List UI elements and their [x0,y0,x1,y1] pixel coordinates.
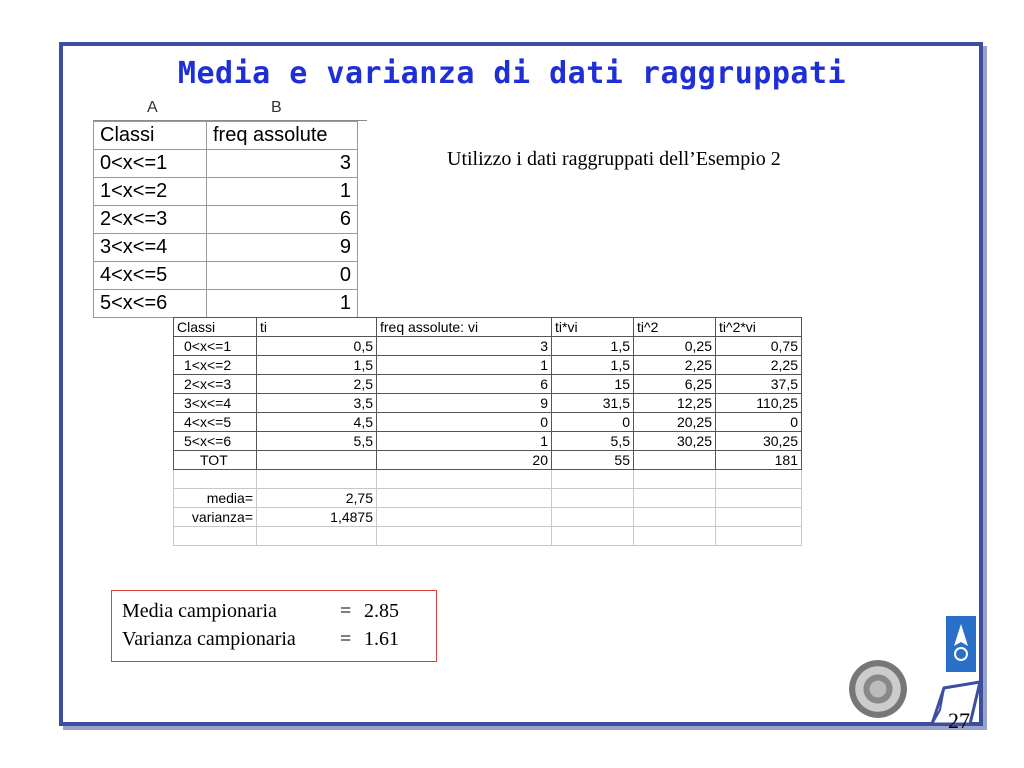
class-cell: 2<x<=3 [94,206,207,234]
table-row [94,206,358,234]
class-cell: 2<x<=3 [174,375,257,394]
varianza-row [174,508,802,527]
class-cell: 5<x<=6 [174,432,257,451]
varianza-value: 1,4875 [257,508,377,527]
varianza-label: varianza= [174,508,257,527]
header-cell: ti^2 [634,318,716,337]
table-row [174,394,802,413]
header-cell: ti [257,318,377,337]
results-box [111,590,437,662]
freq-cell: 0 [207,262,358,290]
value-cell: 31,5 [552,394,634,413]
freq-cell: 1 [207,290,358,318]
value-cell: 37,5 [716,375,802,394]
value-cell [634,451,716,470]
value-cell: 5,5 [552,432,634,451]
table-row [94,262,358,290]
class-cell: 3<x<=4 [94,234,207,262]
column-letter-b: B [271,99,282,116]
class-cell: 1<x<=2 [174,356,257,375]
value-cell: 1,5 [552,356,634,375]
note-text: Utilizzo i dati raggruppati dell’Esempio 2 [447,148,781,170]
total-label: TOT [174,451,257,470]
media-label: media= [174,489,257,508]
freq-cell: 3 [207,150,358,178]
value-cell: 181 [716,451,802,470]
value-cell: 30,25 [634,432,716,451]
media-result-row [122,597,426,625]
empty-row [174,527,802,546]
table-row [174,337,802,356]
header-cell: freq assolute [207,122,358,150]
value-cell: 6,25 [634,375,716,394]
equals-sign: = [340,600,352,622]
spreadsheet-table-1 [93,99,367,316]
class-cell: 1<x<=2 [94,178,207,206]
value-cell: 3,5 [257,394,377,413]
class-cell: 3<x<=4 [174,394,257,413]
media-row [174,489,802,508]
value-cell: 1 [377,432,552,451]
seal-icon [849,660,907,718]
value-cell: 2,5 [257,375,377,394]
page-number: 27 [948,708,970,733]
table-row [174,356,802,375]
value-cell: 1,5 [257,356,377,375]
value-cell: 2,25 [716,356,802,375]
value-cell: 3 [377,337,552,356]
media-result-value: 2.85 [364,600,399,622]
table-row [94,290,358,318]
value-cell [257,451,377,470]
value-cell: 4,5 [257,413,377,432]
media-result-label: Media campionaria [122,600,277,622]
value-cell: 5,5 [257,432,377,451]
header-cell: freq assolute: vi [377,318,552,337]
value-cell: 2,25 [634,356,716,375]
spreadsheet-table-2 [173,317,815,563]
total-row [174,451,802,470]
value-cell: 12,25 [634,394,716,413]
table-row [94,234,358,262]
class-cell: 5<x<=6 [94,290,207,318]
table-row [94,122,358,150]
value-cell: 30,25 [716,432,802,451]
value-cell: 0 [552,413,634,432]
value-cell: 1,5 [552,337,634,356]
value-cell: 20,25 [634,413,716,432]
header-cell: Classi [94,122,207,150]
class-cell: 4<x<=5 [174,413,257,432]
table-row [94,178,358,206]
slide-title: Media e varianza di dati raggruppati [177,56,847,91]
table-row [174,432,802,451]
value-cell: 0,25 [634,337,716,356]
table-row [174,375,802,394]
varianza-result-label: Varianza campionaria [122,628,296,650]
equals-sign: = [340,628,352,650]
value-cell: 0 [377,413,552,432]
media-value: 2,75 [257,489,377,508]
header-cell: Classi [174,318,257,337]
class-cell: 0<x<=1 [174,337,257,356]
header-cell: ti*vi [552,318,634,337]
value-cell: 9 [377,394,552,413]
value-cell: 6 [377,375,552,394]
value-cell: 20 [377,451,552,470]
value-cell: 110,25 [716,394,802,413]
column-letter-a: A [147,99,158,116]
column-letters-row [93,99,367,121]
value-cell: 0 [716,413,802,432]
university-logo-icon [946,616,976,672]
table-header-row [174,318,802,337]
table-row [174,413,802,432]
class-cell: 4<x<=5 [94,262,207,290]
freq-cell: 6 [207,206,358,234]
varianza-result-row [122,625,426,653]
varianza-result-value: 1.61 [364,628,399,650]
value-cell: 1 [377,356,552,375]
value-cell: 0,75 [716,337,802,356]
value-cell: 0,5 [257,337,377,356]
value-cell: 15 [552,375,634,394]
freq-cell: 1 [207,178,358,206]
freq-cell: 9 [207,234,358,262]
class-cell: 0<x<=1 [94,150,207,178]
table-row [94,150,358,178]
header-cell: ti^2*vi [716,318,802,337]
empty-row [174,470,802,489]
value-cell: 55 [552,451,634,470]
